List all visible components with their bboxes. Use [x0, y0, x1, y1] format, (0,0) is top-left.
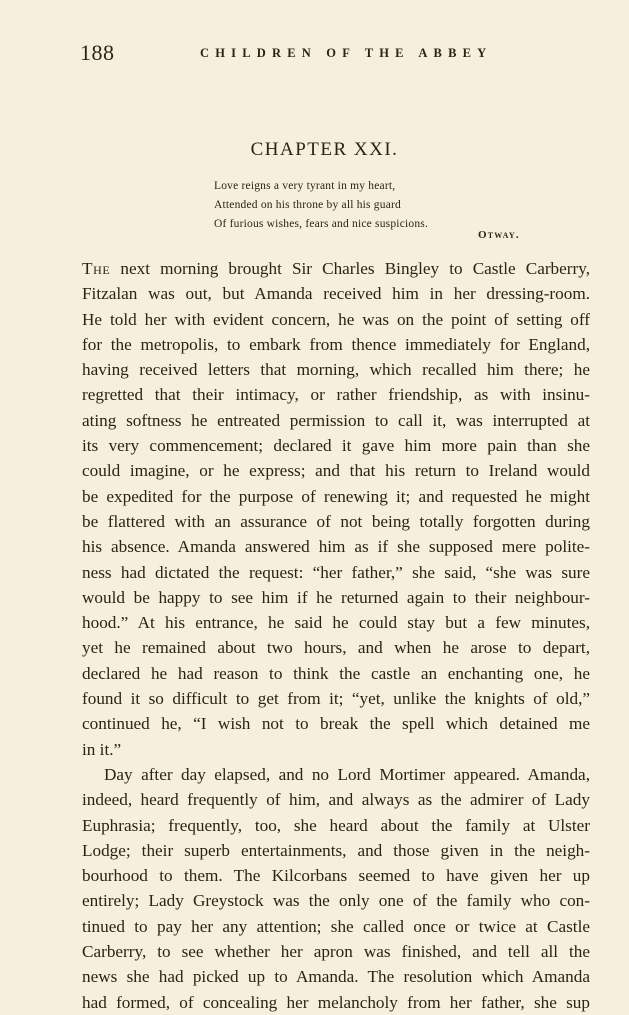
text-line: had formed, of concealing her melancholy from her father, she sup [82, 992, 590, 1012]
page-number: 188 [80, 40, 115, 65]
body-text [82, 256, 590, 1015]
text-line: his absence. Amanda answered him as if she supposed mere polite- [82, 537, 590, 557]
epigraph-line: Of furious wishes, fears and nice suspicions. [214, 218, 429, 230]
text-line: Fitzalan was out, but Amanda received him in her dressing-room. [82, 284, 590, 304]
text-line: yet he remained about two hours, and when he arose to depart, [82, 638, 590, 658]
text-line: be expedited for the purpose of renewing it; and requested he might [82, 486, 590, 506]
running-head [80, 40, 595, 70]
paragraph-first-line [82, 256, 590, 281]
text-line: declared he had reason to think the castle an enchanting one, he [82, 663, 590, 683]
text-line: next morning brought Sir Charles Bingley to Castle Carberry, [120, 259, 591, 278]
text-line: be flattered with an assurance of not being totally forgotten during [82, 511, 590, 531]
text-line: news she had picked up to Amanda. The resolution which Amanda [82, 967, 590, 987]
text-line: tinued to pay her any attention; she called once or twice at Castle [82, 916, 590, 936]
text-line: would be happy to see him if he returned again to their neighbour- [82, 587, 590, 607]
text-line: continued he, “I wish not to break the spell which detained me [82, 714, 590, 734]
text-line: could imagine, or he express; and that his return to Ireland would [82, 461, 590, 481]
text-line: for the metropolis, to embark from thence immediately for England, [82, 334, 590, 354]
text-line: its very commencement; declared it gave him more pain than she [82, 436, 590, 456]
chapter-title: CHAPTER XXI. [250, 139, 399, 160]
text-line: having received letters that morning, which recalled him there; he [82, 360, 590, 380]
text-line: entirely; Lady Greystock was the only one of the family who con- [82, 891, 590, 911]
book-title: CHILDREN OF THE ABBEY [200, 46, 493, 60]
epigraph-line: Love reigns a very tyrant in my heart, [214, 180, 396, 192]
text-line: regretted that their intimacy, or rather friendship, as with insinu- [82, 385, 590, 405]
text-line: indeed, heard frequently of him, and always as the admirer of Lady [82, 790, 590, 810]
text-line: in it.” [82, 739, 122, 759]
epigraph-line: Attended on his throne by all his guard [214, 199, 401, 211]
text-line: found it so difficult to get from it; “yet, unlike the knights of old,” [82, 689, 590, 709]
epigraph-attribution: Otway. [478, 229, 520, 241]
text-line: hood.” At his entrance, he said he could stay but a few minutes, [82, 613, 590, 633]
paragraph-lead-word: The [82, 259, 111, 278]
text-line: bourhood to them. The Kilcorbans seemed to have given her up [82, 866, 590, 886]
text-line: Euphrasia; frequently, too, she heard about the family at Ulster [82, 815, 590, 835]
text-line: Day after day elapsed, and no Lord Mortimer appeared. Amanda, [104, 764, 590, 784]
text-line: ating softness he entreated permission to call it, was interrupted at [82, 410, 590, 430]
text-line: ness had dictated the request: “her father,” she said, “she was sure [82, 562, 590, 582]
epigraph [214, 177, 614, 234]
text-line: He told her with evident concern, he was on the point of setting off [82, 309, 590, 329]
text-line: Lodge; their superb entertainments, and those given in the neigh- [82, 840, 590, 860]
text-line: Carberry, to see whether her apron was finished, and tell all the [82, 942, 590, 962]
